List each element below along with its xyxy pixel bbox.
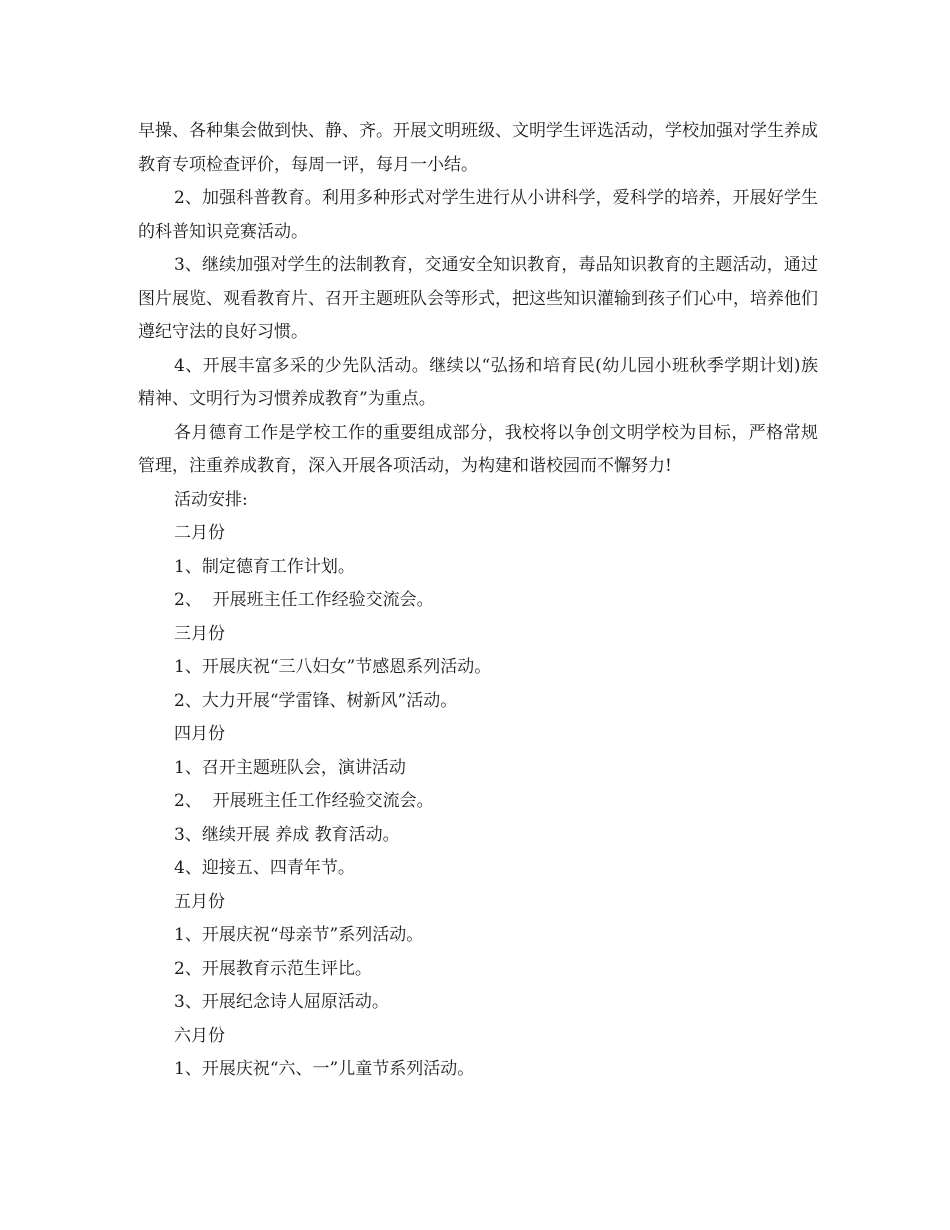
list-item: 3、开展纪念诗人屈原活动。 [174, 992, 389, 1012]
list-item: 4、迎接五、四青年节。 [174, 858, 355, 878]
list-item: 2、 开展班主任工作经验交流会。 [174, 791, 434, 811]
paragraph-science-education: 2、加强科普教育。利用多种形式对学生进行从小讲科学，爱科学的培养，开展好学生的科普知识竞赛活动。 [138, 188, 818, 242]
paragraph-continuation: 早操、各种集会做到快、静、齐。开展文明班级、文明学生评选活动，学校加强对学生养成教育专项检查评价，每周一评，每月一小结。 [138, 121, 818, 175]
month-title-apr: 四月份 [174, 724, 225, 744]
document-body [138, 115, 818, 1087]
paragraph-legal-education: 3、继续加强对学生的法制教育，交通安全知识教育，毒品知识教育的主题活动，通过图片展览、观看教育片、召开主题班队会等形式，把这些知识灌输到孩子们心中，培养他们遵纪守法的良好习惯。 [138, 255, 818, 342]
month-title-feb: 二月份 [174, 523, 225, 543]
list-item: 1、制定德育工作计划。 [174, 556, 355, 577]
list-item: 1、召开主题班队会，演讲活动 [174, 757, 406, 778]
list-item: 1、开展庆祝“六、一”儿童节系列活动。 [174, 1059, 475, 1079]
list-item: 1、开展庆祝“母亲节”系列活动。 [174, 925, 424, 945]
month-title-jun: 六月份 [174, 1025, 225, 1046]
list-item: 1、开展庆祝“三八妇女”节感恩系列活动。 [174, 657, 492, 677]
paragraph-pioneer-activities: 4、开展丰富多采的少先队活动。继续以“弘扬和培育民(幼儿园小班秋季学期计划)族精神、文明行为习惯养成教育”为重点。 [138, 355, 818, 409]
list-item: 2、开展教育示范生评比。 [174, 958, 372, 979]
list-item: 3、继续开展 养成 教育活动。 [174, 824, 400, 845]
schedule-heading: 活动安排: [174, 489, 248, 510]
month-title-may: 五月份 [174, 891, 225, 912]
list-item: 2、 开展班主任工作经验交流会。 [174, 590, 434, 610]
list-item: 2、大力开展“学雷锋、树新风”活动。 [174, 690, 458, 711]
month-title-mar: 三月份 [174, 623, 225, 644]
paragraph-summary: 各月德育工作是学校工作的重要组成部分，我校将以争创文明学校为目标，严格常规管理，注重养成教育，深入开展各项活动，为构建和谐校园而不懈努力! [138, 422, 818, 476]
